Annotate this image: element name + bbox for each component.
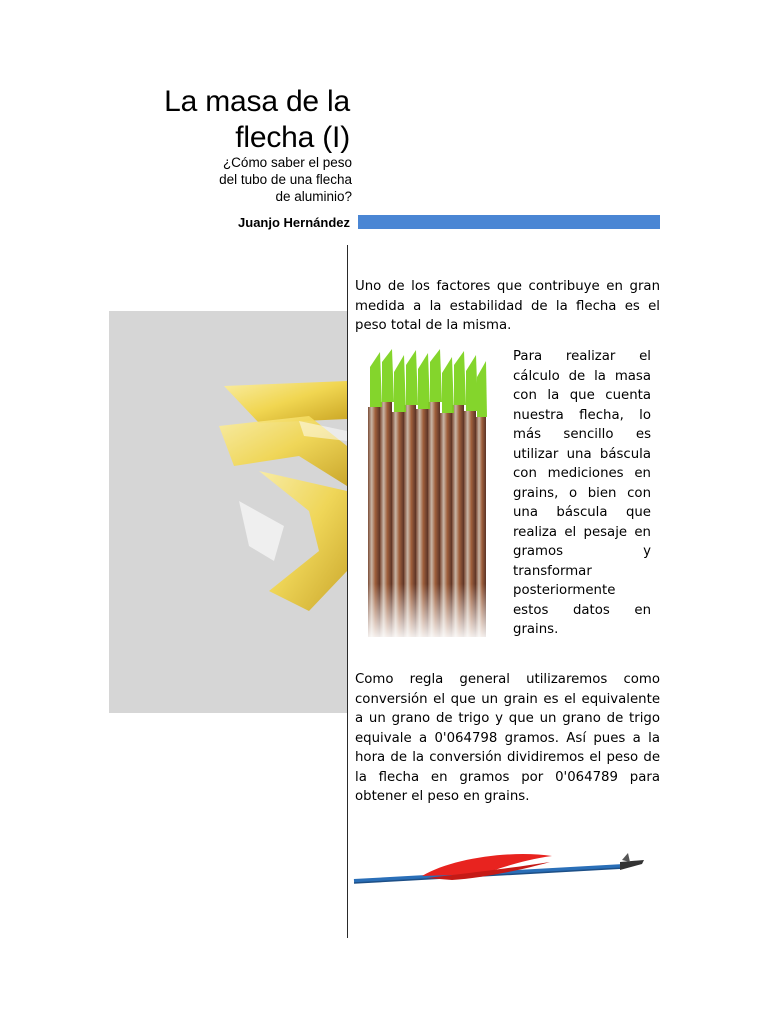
arrows-photo — [360, 347, 498, 643]
subtitle-line-2: del tubo de una flecha — [219, 172, 352, 187]
column-divider — [347, 245, 348, 938]
arrow-image — [352, 848, 648, 894]
author-name: Juanjo Hernández — [238, 215, 350, 230]
article-title — [110, 84, 350, 156]
subtitle-line-1: ¿Cómo saber el peso — [222, 155, 352, 170]
paragraph-method: Para realizar el cálculo de la masa con la que cuenta nuestra flecha, lo más sencillo es utilizar una báscula con mediciones en grains, o bien con una báscula que realiza el pesaje en gramos y transformar posteriormente estos datos en grains. — [513, 349, 651, 637]
arrow-shafts-icon — [360, 347, 498, 643]
author-accent-bar — [358, 215, 660, 229]
title-line-2: flecha (I) — [235, 121, 350, 154]
arrow-icon — [352, 848, 648, 894]
article-subtitle — [132, 154, 352, 205]
logo-panel — [109, 311, 347, 713]
subtitle-line-3: de aluminio? — [275, 189, 352, 204]
paragraph-conversion: Como regla general utilizaremos como conversión el que un grain es el equivalente a un grano de trigo y que un grano de trigo equivale a 0'064798 gramos. Así pues a la hora de la conversión dividiremos el peso de la flecha en gramos por 0'064789 para obtener el peso en grains. — [355, 672, 660, 804]
title-line-1: La masa de la — [164, 85, 350, 118]
club-logo-icon — [109, 311, 347, 713]
paragraph-intro: Uno de los factores que contribuye en gran medida a la estabilidad de la flecha es el peso total de la misma. — [355, 279, 660, 333]
